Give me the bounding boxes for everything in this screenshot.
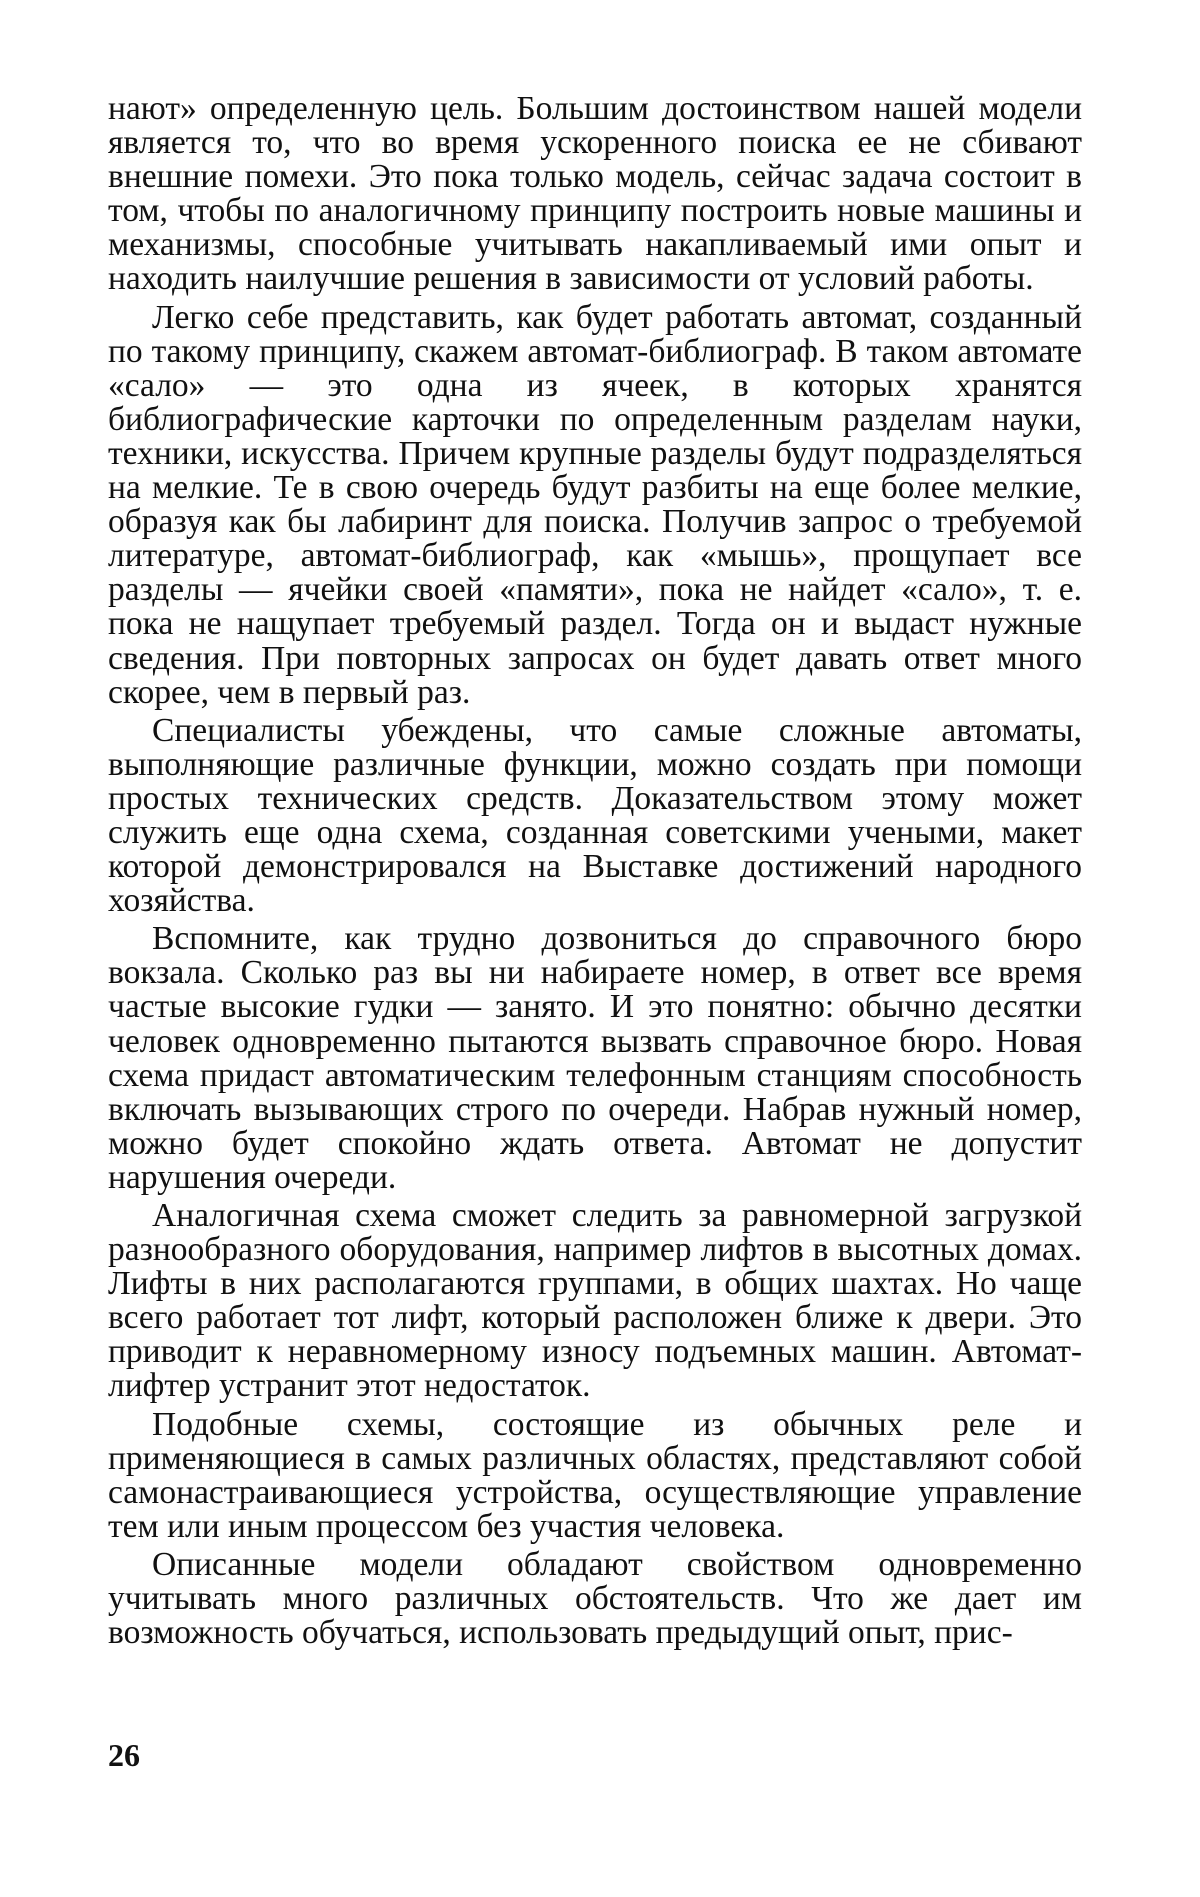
- paragraph-4: Вспомните, как трудно дозвониться до справочного бюро вокзала. Сколько раз вы ни набираете номер, в ответ все время частые высокие гудки — занято. И это понятно: обычно десятки человек одновременно пытаются вызвать справочное бюро. Новая схема придаст автоматическим телефонным станциям способность включать вызывающих строго по очереди. Набрав нужный номер, можно будет спокойно ждать ответа. Автомат не допустит нарушения очереди.: [108, 920, 1082, 1196]
- paragraph-2: Легко себе представить, как будет работать автомат, созданный по такому принципу, скажем автомат-библиограф. В таком автомате «сало» — это одна из ячеек, в которых хранятся библиографические карточки по определенным разделам науки, техники, искусства. Причем крупные разделы будут подразделяться на мелкие. Те в свою очередь будут разбиты на еще более мелкие, образуя как бы лабиринт для поиска. Получив запрос о требуемой литературе, автомат-библиограф, как «мышь», прощупает все разделы — ячейки своей «памяти», пока не найдет «сало», т. е. пока не нащупает требуемый раздел. Тогда он и выдаст нужные сведения. При повторных запросах он будет давать ответ много скорее, чем в первый раз.: [108, 298, 1082, 711]
- paragraph-6: Подобные схемы, состоящие из обычных реле и применяющиеся в самых различных областях, представляют собой самонастраивающиеся устройства, осуществляющие управление тем или иным процессом без участия человека.: [108, 1405, 1082, 1545]
- paragraph-3: Специалисты убеждены, что самые сложные автоматы, выполняющие различные функции, можно создать при помощи простых технических средств. Доказательством этому может служить еще одна схема, созданная советскими учеными, макет которой демонстрировался на Выставке достижений народного хозяйства.: [108, 711, 1082, 920]
- paragraph-5: Аналогичная схема сможет следить за равномерной загрузкой разнообразного оборудования, например лифтов в высотных домах. Лифты в них располагаются группами, в общих шахтах. Но чаще всего работает тот лифт, который расположен ближе к двери. Это приводит к неравномерному износу подъемных машин. Автомат-лифтер устранит этот недостаток.: [108, 1197, 1082, 1405]
- paragraph-1: нают» определенную цель. Большим достоинством нашей модели является то, что во время ускоренного поиска ее не сбивают внешние помехи. Это пока только модель, сейчас задача состоит в том, чтобы по аналогичному принципу построить новые машины и механизмы, способные учитывать накапливаемый ими опыт и находить наилучшие решения в зависимости от условий работы.: [108, 90, 1082, 298]
- paragraph-7: Описанные модели обладают свойством одновременно учитывать много различных обстоятельств. Что же дает им возможность обучаться, использовать предыдущий опыт, прис-: [108, 1545, 1082, 1652]
- page-body: [108, 92, 1082, 1650]
- page-number: 26: [108, 1737, 140, 1773]
